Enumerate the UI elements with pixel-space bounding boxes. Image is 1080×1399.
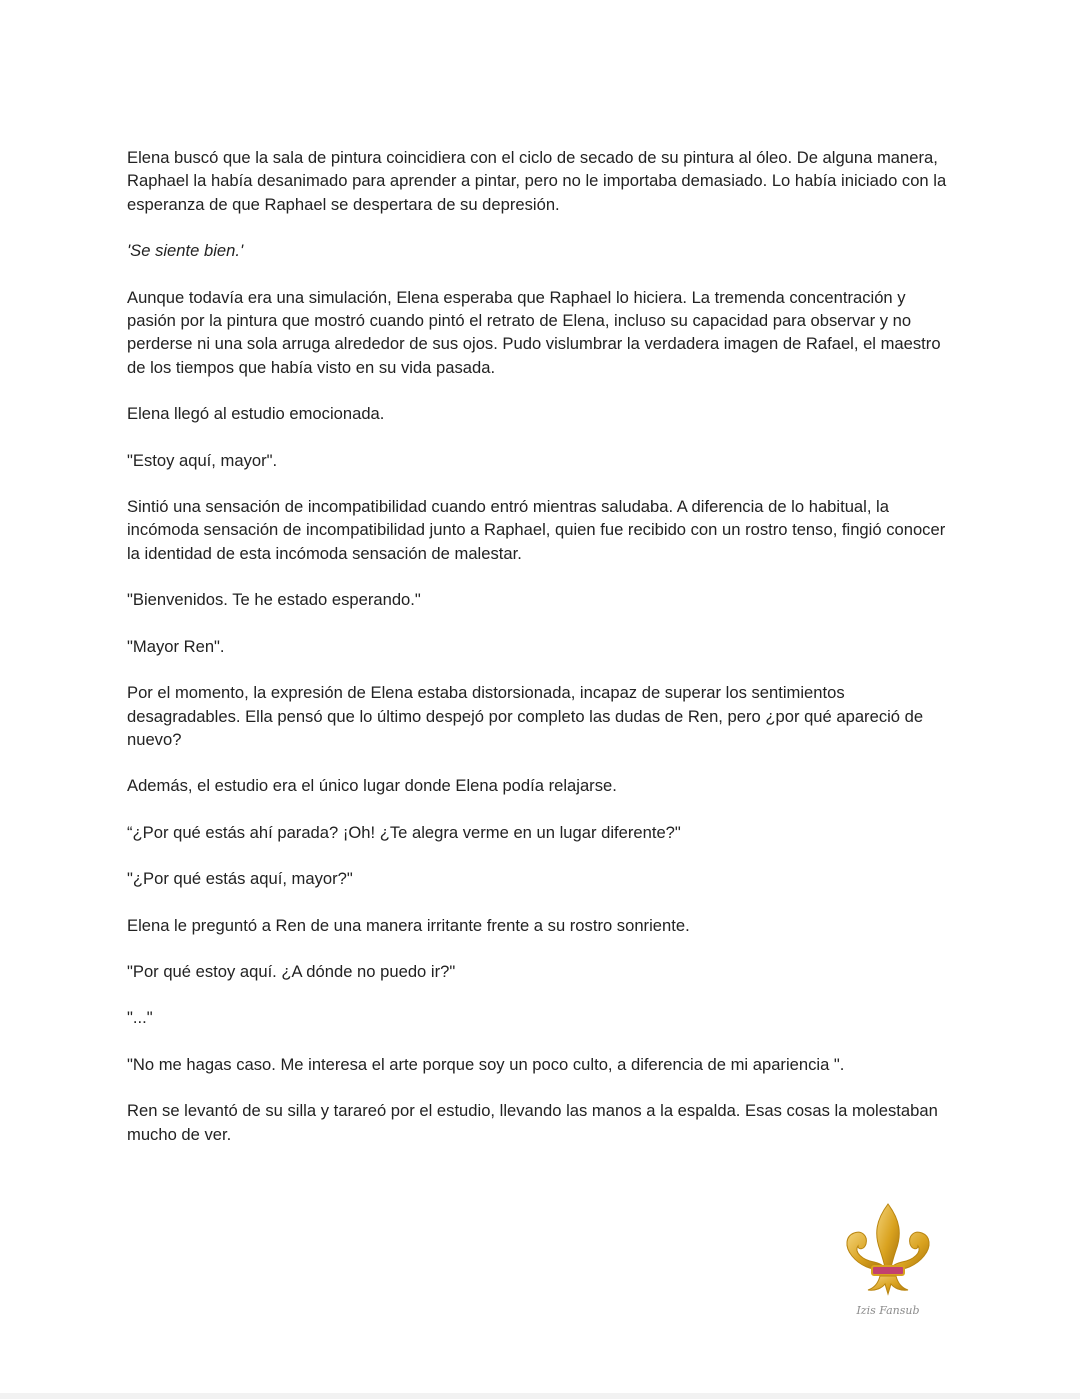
page-bottom-edge <box>0 1393 1080 1399</box>
fansub-logo <box>838 1200 938 1320</box>
paragraph: "Estoy aquí, mayor". <box>127 450 278 470</box>
paragraph: Elena le preguntó a Ren de una manera irritante frente a su rostro sonriente. <box>127 915 690 935</box>
paragraph: "Mayor Ren". <box>127 636 225 656</box>
paragraph: Ren se levantó de su silla y tarareó por el estudio, llevando las manos a la espalda. Esas cosas la molestaban mucho de ver. <box>127 1101 938 1144</box>
paragraph: Por el momento, la expresión de Elena estaba distorsionada, incapaz de superar los sentimientos desagradables. Ella pensó que lo último despejó por completo las dudas de Ren, pero ¿por qué apareció de nuevo? <box>127 683 924 749</box>
paragraph: 'Se siente bien.' <box>127 241 244 261</box>
logo-signature: Izis Fansub <box>856 1304 920 1317</box>
paragraph: "Bienvenidos. Te he estado esperando." <box>127 590 421 610</box>
paragraph: "¿Por qué estás aquí, mayor?" <box>127 869 353 889</box>
fleur-de-lis-icon <box>838 1200 938 1320</box>
paragraph: Sintió una sensación de incompatibilidad cuando entró mientras saludaba. A diferencia de lo habitual, la incómoda sensación de incompatibilidad junto a Raphael, quien fue recibido con un rostro tenso, fingió conocer la identidad de esta incómoda sensación de malestar. <box>127 497 946 563</box>
paragraph: “¿Por qué estás ahí parada? ¡Oh! ¿Te alegra verme en un lugar diferente?" <box>127 822 681 842</box>
paragraph: "..." <box>127 1008 153 1028</box>
paragraph: Elena llegó al estudio emocionada. <box>127 404 385 424</box>
paragraph: Elena buscó que la sala de pintura coincidiera con el ciclo de secado de su pintura al óleo. De alguna manera, Raphael la había desanimado para aprender a pintar, pero no le importaba demasiado. Lo había iniciado con la esperanza de que Raphael se despertara de su depresión. <box>127 148 947 214</box>
paragraph: Aunque todavía era una simulación, Elena esperaba que Raphael lo hiciera. La tremenda concentración y pasión por la pintura que mostró cuando pintó el retrato de Elena, incluso su capacidad para observar y no perderse ni una sola arruga alrededor de sus ojos. Pudo vislumbrar la verdadera imagen de Rafael, el maestro de los tiempos que había visto en su vida pasada. <box>127 287 941 377</box>
paragraph: "No me hagas caso. Me interesa el arte porque soy un poco culto, a diferencia de mi apariencia ". <box>127 1054 845 1074</box>
paragraph: "Por qué estoy aquí. ¿A dónde no puedo ir?" <box>127 961 456 981</box>
document-page <box>127 146 957 1169</box>
paragraph: Además, el estudio era el único lugar donde Elena podía relajarse. <box>127 776 617 796</box>
